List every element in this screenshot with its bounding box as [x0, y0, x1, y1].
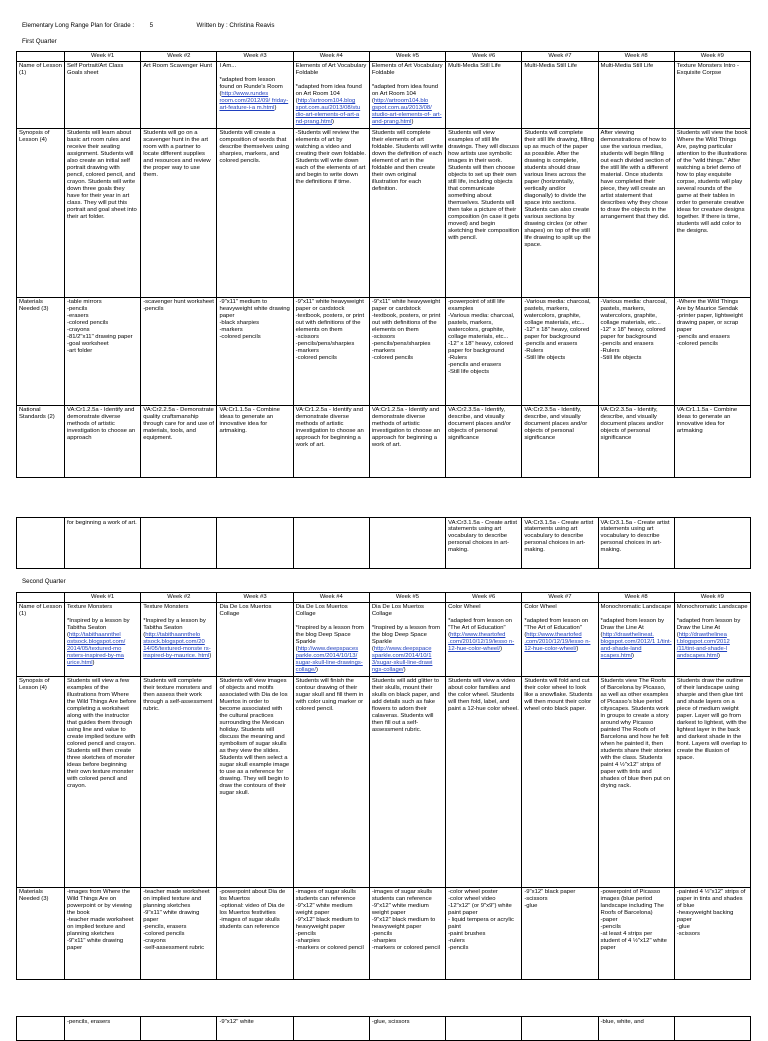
standards-cell-week-5: VA:Cr1.2.5a - Identify and demonstrate diverse methods of artistic investigation to choose an approach for beginning a work of art.: [369, 405, 445, 477]
synopsis-row-label: Synopsis of Lesson (4): [17, 128, 65, 297]
materials-cell-week-5: -images of sugar skulls students can reference -9"x12" white medium weight paper -9"x12" black medium to heavyweight paper -pencils -sharpies -markers or colored pencil: [369, 887, 445, 979]
synopsis-cell-week-8: After viewing demonstrations of how to use the various medias, students will begin filling out each divided section of the still life with a different material. Once students have completed their piece, they will create an artist statement that describes why they chose to draw the objects in the arrangement that they did.: [598, 128, 674, 297]
week-header-3: Week #3: [217, 593, 293, 603]
materials-cell-week-6: -powerpoint of still life examples -Various media: charcoal, pastels, markers, watercolors, graphite, collage materials, etc... -12" x 18" heavy, colored paper for background -Rulers -pencils and erasers -Still life objects: [446, 297, 522, 405]
name-cell-week-3: I Am... *adapted from lesson found on Runde's Room (http://www.rundes room.com/2012/09/ friday-art-feature-i-a m.html): [217, 61, 293, 128]
second-quarter-continued-table: [16, 1016, 751, 1041]
materials-cell-week-7: -9"x12" black paper -scissors -glue: [522, 887, 598, 979]
week-header-2: Week #2: [141, 593, 217, 603]
continued-cell-week-6: VA:Cr3.1.5a - Create artist statements using art vocabulary to describe personal choices in art-making.: [446, 518, 522, 569]
synopsis-row-label: Synopsis of Lesson (4): [17, 676, 65, 887]
first-quarter-continued-table: [16, 517, 751, 569]
continued-cell-week-3: [217, 518, 293, 569]
week-header-3: Week #3: [217, 52, 293, 62]
synopsis-cell-week-1: Students will view a few examples of the illustrations from Where the Wild Things Are before completing a worksheet along with the instructor that guides them through using line and value to create implied texture with colored pencil and crayon. Students will then create three sketches of monster ideas before beginning their own texture monster with colored pencil and crayon.: [65, 676, 141, 887]
synopsis-cell-week-8: Students view The Roofs of Barcelona by Picasso, as well as other examples of Picasso's blue period cityscapes. Students work in groups to create a story around why Picasso painted The Roofs of Barcelona and how he felt when he painted it, then students share their stories with the class. Students paint 4 ½"x12" strips of paper with tints and shades of blue then put on drying rack.: [598, 676, 674, 887]
week-header-4: Week #4: [293, 593, 369, 603]
name-cell-week-8: Multi-Media Still Life: [598, 61, 674, 128]
synopsis-cell-week-2: Students will go on a scavenger hunt in the art room with a partner to locate different supplies and resources and review the proper way to use them.: [141, 128, 217, 297]
continued-cell-week-9: [674, 1017, 750, 1041]
materials-cell-week-8: -Various media: charcoal, pastels, markers, watercolors, graphite, collage materials, etc... -12" x 18" heavy, colored paper for background -pencils and erasers -Rulers -Still life objects: [598, 297, 674, 405]
name-cell-week-1: Texture Monsters *Inspired by a lesson by Tabitha Seaton (http://tabithaannthel ostsock.blogspot.com/ 2014/05/textured-mo nsters-inspired-by-ma urice.html): [65, 602, 141, 676]
week-header-9: Week #9: [674, 52, 750, 62]
materials-cell-week-2: -teacher made worksheet on implied texture and planning sketches -9"x11" white drawing paper -pencils, erasers -colored pencils -crayons -self-assessment rubric: [141, 887, 217, 979]
materials-cell-week-9: -Where the Wild Things Are by Maurice Sendak -printer paper, lightweight drawing paper, or scrap paper -pencils and erasers -colored pencils: [674, 297, 750, 405]
materials-cell-week-5: -9"x11" white heavyweight paper or cardstock -textbook, posters, or print out with definitions of the elements on them -scissors -pencils/pens/sharpies -markers -colored pencils: [369, 297, 445, 405]
continued-cell-week-5: -glue, scissors: [369, 1017, 445, 1041]
name-cell-week-5: Elements of Art Vocabulary Foldable *adapted from idea found on Art Room 104 (http://artroom104.blo gspot.com.au/2013/08/ studio-art-elements-of- art-and-prang.html): [369, 61, 445, 128]
synopsis-row: [17, 676, 751, 887]
synopsis-cell-week-3: Students will create a composition of words that describe themselves using sharpies, markers, and colored pencils.: [217, 128, 293, 297]
standards-cell-week-8: VA:Cr2.3.5a - Identify, describe, and visually document places and/or objects of personal significance: [598, 405, 674, 477]
week-header-2: Week #2: [141, 52, 217, 62]
name-row-label: Name of Lesson (1): [17, 602, 65, 676]
continued-cell-week-4: [293, 518, 369, 569]
continued-cell-week-9: [674, 518, 750, 569]
materials-cell-week-1: -table mirrors -pencils -erasers -colored pencils -crayons -81/2"x11" drawing paper -goal worksheet -art folder: [65, 297, 141, 405]
materials-cell-week-9: -painted 4 ½"x12" strips of paper in tints and shades of blue -heavyweight backing paper -glue -scissors: [674, 887, 750, 979]
week-header-8: Week #8: [598, 52, 674, 62]
continued-cell-week-4: [293, 1017, 369, 1041]
week-header-row: [17, 593, 751, 603]
continued-cell-week-7: [522, 1017, 598, 1041]
synopsis-cell-week-2: Students will complete their texture monsters and then assess their work through a self-assessment rubric.: [141, 676, 217, 887]
materials-cell-week-6: -color wheel poster -color wheel video -12"x12" (or 9"x9") white paint paper - liquid tempera or acrylic paint -paint brushes -rulers -pencils: [446, 887, 522, 979]
synopsis-cell-week-1: Students will learn about basic art room rules and receive their seating assignment. Students will also create an initial self portrait drawing with pencil, colored pencil, and crayon. Students will write down three goals they have for their year in art class. They will put this portrait and goal sheet into their art folder.: [65, 128, 141, 297]
synopsis-cell-week-5: Students will complete their elements of art foldable. Students will write down the definition of each element of art in the foldable and then create their own original illustration for each definition.: [369, 128, 445, 297]
continued-cell-week-2: [141, 518, 217, 569]
grade-value: 5: [149, 22, 154, 29]
name-row-label: Name of Lesson (1): [17, 61, 65, 128]
name-cell-week-6: Multi-Media Still Life: [446, 61, 522, 128]
standards-cell-week-4: VA:Cr1.2.5a - Identify and demonstrate diverse methods of artistic investigation to choose an approach for beginning a work of art.: [293, 405, 369, 477]
week-header-4: Week #4: [293, 52, 369, 62]
name-cell-week-6: Color Wheel *adapted from lesson on "The Art of Education" (http://www.theartofed .com/2010/12/19/lesso n-12-hue-color-wheel/): [446, 602, 522, 676]
materials-row-label: Materials Needed (3): [17, 887, 65, 979]
author-line: Written by : Christina Reavis: [196, 22, 275, 29]
standards-row: [17, 405, 751, 477]
corner-cell: [17, 52, 65, 62]
continued-row-label: [17, 1017, 65, 1041]
continued-cell-week-5: [369, 518, 445, 569]
continued-row-label: [17, 518, 65, 569]
name-cell-week-5: Dia De Los Muertos Collage *Inspired by a lesson from the blog Deep Space Sparkle (http://www.deepspace sparkle.com/2014/10/1 3/sugar-skull-line-drawi ngs-collage/): [369, 602, 445, 676]
continued-cell-week-6: [446, 1017, 522, 1041]
name-cell-week-8: Monochromatic Landscape *adapted from lesson by Draw the Line At (http://drawthelineat. blogspot.com/2012/1 1/tint-and-shade-land scapes.html): [598, 602, 674, 676]
standards-cell-week-6: VA:Cr2.3.5a - Identify, describe, and visually document places and/or objects of personal significance: [446, 405, 522, 477]
name-cell-week-2: Texture Monsters *Inspired by a lesson by Tabitha Seaton (http://tabithaannthelo stsock.blogspot.com/20 14/05/textured-monste rs-inspired-by-maurice. html): [141, 602, 217, 676]
name-cell-week-4: Elements of Art Vocabulary Foldable *adapted from idea found on Art Room 104 (http://artroom104.blog spot.com.au/2013/08/stu dio-art-elements-of-art-a nd-prang.html): [293, 61, 369, 128]
week-header-1: Week #1: [65, 593, 141, 603]
week-header-1: Week #1: [65, 52, 141, 62]
standards-continued-row: [17, 518, 751, 569]
materials-cell-week-4: -images of sugar skulls students can reference -9"x12" white medium weight paper -9"x12" black medium to heavyweight paper -pencils -sharpies -markers or colored pencil: [293, 887, 369, 979]
materials-cell-week-3: -powerpoint about Dia de los Muertos -optional: video of Dia de los Muertos festivities -images of sugar skulls students can reference: [217, 887, 293, 979]
document-header: [22, 22, 274, 29]
synopsis-cell-week-6: Students will view a video about color families and the color wheel. Students will then fold, label, and paint a 12-hue color wheel.: [446, 676, 522, 887]
name-cell-week-2: Art Room Scavenger Hunt: [141, 61, 217, 128]
materials-cell-week-1: -images from Where the Wild Things Are on powerpoint or by viewing the book -teacher made worksheet on implied texture and planning sketches -9"x11" white drawing paper: [65, 887, 141, 979]
synopsis-row: [17, 128, 751, 297]
name-cell-week-7: Color Wheel *adapted from lesson on "The Art of Education" (http://www.theartofed .com/2010/12/19/lesso n-12-hue-color-wheel/): [522, 602, 598, 676]
synopsis-cell-week-6: Students will view examples of still life drawings. They will discuss how artists use symbolic images in their work. Students will then choose objects to set up their own still life, including objects that communicate something about themselves. Students will then take a picture of their composition (in case it gets moved) and begin sketching their composition with pencil.: [446, 128, 522, 297]
synopsis-cell-week-9: Students draw the outline of their landscape using sharpie and then glue tint and shade layers on a piece of medium weight paper. Layer will go from darkest to lightest, with the lightest layer in the back and darkest shade in the front. Layers will overlap to create the illusion of space.: [674, 676, 750, 887]
synopsis-cell-week-7: Students will complete their still life drawing, filling up as much of the paper as possible. After the drawing is complete, students should draw various lines across the paper (horizontally, vertically and/or diagonally) to divide the space into sections. Students can also create various sections by drawing circles (or other shapes) on top of the still life drawing to split up the space.: [522, 128, 598, 297]
synopsis-cell-week-9: Students will view the book Where the Wild Things Are, paying particular attention to the illustrations of the "wild things." After watching a brief demo of how to play exquisite corpse, students will play several rounds of the game at their tables in order to generate creative ideas for creature designs together. If there is time, students will add color to the designs.: [674, 128, 750, 297]
plan-title: Elementary Long Range Plan for Grade :: [22, 22, 135, 29]
standards-row-label: National Standards (2): [17, 405, 65, 477]
name-cell-week-9: Monochromatic Landscape *adapted from lesson by Draw the Line At (http://drawthelinea t.blogspot.com/2012 /11/tint-and-shade-l andscapes.html): [674, 602, 750, 676]
continued-cell-week-7: VA:Cr3.1.5a - Create artist statements using art vocabulary to describe personal choices in art-making.: [522, 518, 598, 569]
week-header-5: Week #5: [369, 52, 445, 62]
corner-cell: [17, 593, 65, 603]
week-header-7: Week #7: [522, 52, 598, 62]
synopsis-cell-week-7: Students will fold and cut their color wheel to look like a snowflake. Students will then mount their color wheel onto black paper.: [522, 676, 598, 887]
first-quarter-table: [16, 51, 751, 478]
continued-cell-week-1: -pencils, erasers: [65, 1017, 141, 1041]
standards-cell-week-7: VA:Cr2.3.5a - Identify, describe, and visually document places and/or objects of personal significance: [522, 405, 598, 477]
continued-cell-week-8: VA:Cr3.1.5a - Create artist statements using art vocabulary to describe personal choices in art-making.: [598, 518, 674, 569]
standards-cell-week-1: VA:Cr1.2.5a - Identify and demonstrate diverse methods of artistic investigation to choose an approach: [65, 405, 141, 477]
standards-cell-week-2: VA:Cr2.2.5a - Demonstrate quality craftsmanship through care for and use of materials, tools, and equipment.: [141, 405, 217, 477]
name-cell-week-1: Self Portrait/Art Class Goals sheet: [65, 61, 141, 128]
week-header-6: Week #6: [446, 593, 522, 603]
second-quarter-heading: Second Quarter: [22, 578, 66, 585]
materials-cell-week-3: -9"x11" medium to heavyweight white drawing paper -black sharpies -markers -colored pencils: [217, 297, 293, 405]
lesson-name-row: [17, 61, 751, 128]
first-quarter-heading: First Quarter: [22, 38, 57, 45]
standards-cell-week-9: VA:Cr1.1.5a - Combine ideas to generate an innovative idea for artmaking: [674, 405, 750, 477]
synopsis-cell-week-4: Students will finish the contour drawing of their sugar skull and fill them in with color using marker or colored pencil.: [293, 676, 369, 887]
week-header-7: Week #7: [522, 593, 598, 603]
continued-cell-week-1: for beginning a work of art.: [65, 518, 141, 569]
materials-cell-week-7: -Various media: charcoal, pastels, markers, watercolors, graphite, collage materials, etc... -12" x 18" heavy, colored paper for background -pencils and erasers -Rulers -Still life objects: [522, 297, 598, 405]
second-quarter-table: [16, 592, 751, 980]
synopsis-cell-week-3: Students will view images of objects and motifs associated with Dia de los Muertos in order to become associated with the cultural practices surrounding the Mexican holiday. Students will discuss the meaning and symbolism of sugar skulls as they view the slides. Students will then select a sugar skull example image to use as a reference for drawing. They will begin to draw the contours of their sugar skull.: [217, 676, 293, 887]
materials-cell-week-8: -powerpoint of Picasso images (blue period landscape including The Roofs of Barcelona) -paper -pencils -at least 4 strips per student of 4 ½"x12" white paper: [598, 887, 674, 979]
materials-row-label: Materials Needed (3): [17, 297, 65, 405]
synopsis-cell-week-5: Students will add glitter to their skulls, mount their skulls on black paper, and add details such as fake flowers to adorn their calaveras. Students will then fill out a self-assessment rubric.: [369, 676, 445, 887]
name-cell-week-7: Multi-Media Still Life: [522, 61, 598, 128]
materials-cell-week-2: -scavenger hunt worksheet -pencils: [141, 297, 217, 405]
week-header-5: Week #5: [369, 593, 445, 603]
continued-cell-week-2: [141, 1017, 217, 1041]
materials-cell-week-4: -9"x11" white heavyweight paper or cardstock -textbook, posters, or print out with definitions of the elements on them -scissors -pencils/pens/sharpies -markers -colored pencils: [293, 297, 369, 405]
synopsis-cell-week-4: -Students will review the elements of art by watching a video and creating their own foldable. Students will write down each of the elements of art and begin to write down the definitions if time.: [293, 128, 369, 297]
materials-row: [17, 887, 751, 979]
lesson-name-row: [17, 602, 751, 676]
continued-cell-week-8: -blue, white, and: [598, 1017, 674, 1041]
materials-row: [17, 297, 751, 405]
week-header-8: Week #8: [598, 593, 674, 603]
materials-continued-row: [17, 1017, 751, 1041]
name-cell-week-3: Dia De Los Muertos Collage: [217, 602, 293, 676]
week-header-6: Week #6: [446, 52, 522, 62]
week-header-row: [17, 52, 751, 62]
standards-cell-week-3: VA:Cr1.1.5a - Combine ideas to generate an innovative idea for artmaking.: [217, 405, 293, 477]
name-cell-week-4: Dia De Los Muertos Collage *Inspired by a lesson from the blog Deep Space Sparkle (http://www.deepspaces parkle.com/2014/10/13/ sugar-skull-line-drawings- collage/): [293, 602, 369, 676]
name-cell-week-9: Texture Monsters Intro - Exquisite Corpse: [674, 61, 750, 128]
continued-cell-week-3: -9"x12" white: [217, 1017, 293, 1041]
week-header-9: Week #9: [674, 593, 750, 603]
